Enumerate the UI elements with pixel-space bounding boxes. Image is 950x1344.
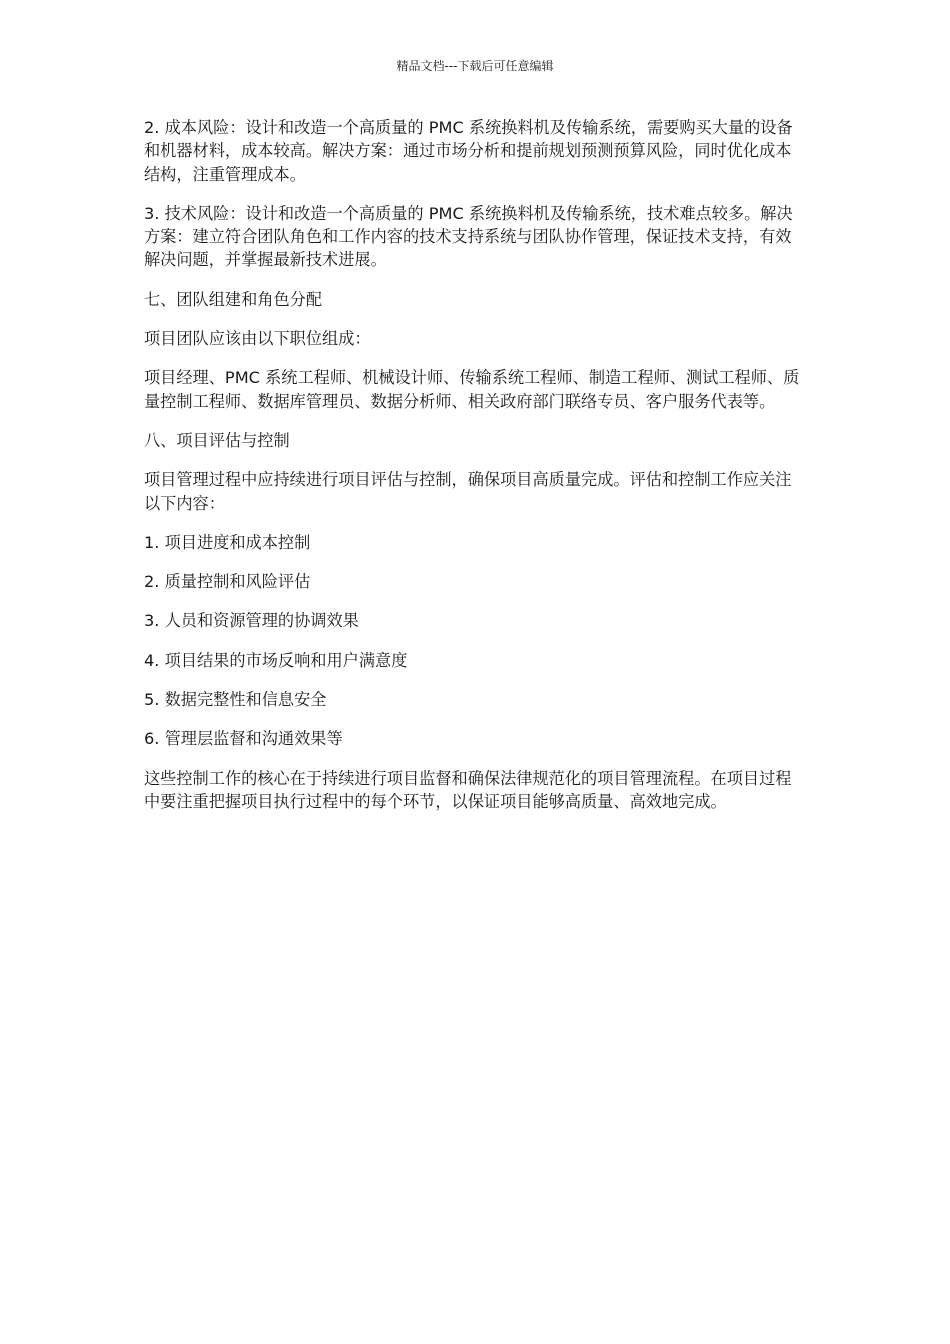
list-item: 5. 数据完整性和信息安全 [144,690,327,710]
list-item: 6. 管理层监督和沟通效果等 [144,729,343,749]
paragraph-cost-risk: 2. 成本风险：设计和改造一个高质量的 PMC 系统换料机及传输系统，需要购买大量的设备和机器材料，成本较高。解决方案：通过市场分析和提前规划预测预算风险，同时优化成本结构，注重管理成本。 [144,118,793,184]
paragraph-conclusion: 这些控制工作的核心在于持续进行项目监督和确保法律规范化的项目管理流程。在项目过程中要注重把握项目执行过程中的每个环节，以保证项目能够高质量、高效地完成。 [144,768,792,811]
document-body [144,116,806,829]
list-item: 4. 项目结果的市场反响和用户满意度 [144,650,408,670]
section-heading-team: 七、团队组建和角色分配 [144,289,323,309]
paragraph-team-roles: 项目经理、PMC 系统工程师、机械设计师、传输系统工程师、制造工程师、测试工程师、质量控制工程师、数据库管理员、数据分析师、相关政府部门联络专员、客户服务代表等。 [144,368,800,411]
paragraph-tech-risk: 3. 技术风险：设计和改造一个高质量的 PMC 系统换料机及传输系统，技术难点较多。解决方案：建立符合团队角色和工作内容的技术支持系统与团队协作管理，保证技术支持，有效解决问题，并掌握最新技术进展。 [144,203,793,270]
list-item: 3. 人员和资源管理的协调效果 [144,611,359,631]
list-item: 2. 质量控制和风险评估 [144,572,311,592]
section-heading-evaluation: 八、项目评估与控制 [144,430,290,450]
paragraph-evaluation-intro: 项目管理过程中应持续进行项目评估与控制，确保项目高质量完成。评估和控制工作应关注以下内容： [144,470,792,513]
list-item: 1. 项目进度和成本控制 [144,532,311,552]
paragraph-team-intro: 项目团队应该由以下职位组成： [144,329,371,349]
page-header: 精品文档---下载后可任意编辑 [396,59,554,73]
